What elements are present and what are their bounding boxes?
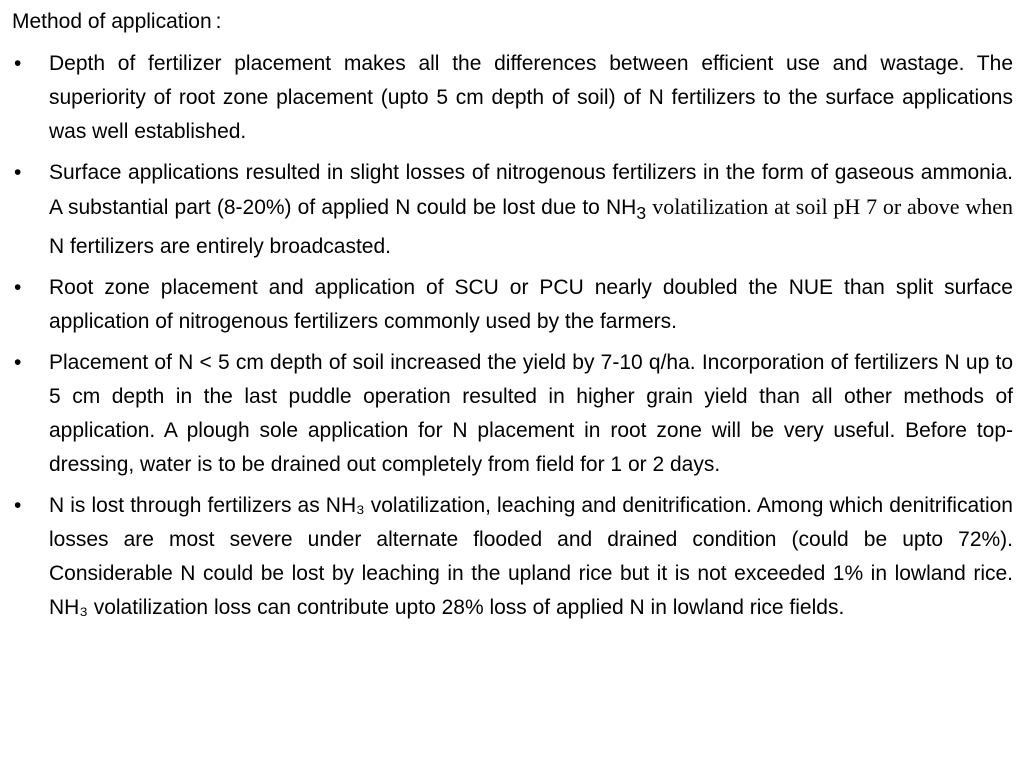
bullet-text-serif: volatilization at soil pH 7 or above when: [652, 194, 1013, 219]
bullet-text: N is lost through fertilizers as NH₃ volatilization, leaching and denitrification. Among which denitrification losses are most severe under alternate flooded and drained condition (could be upto 72%). Considerable N could be lost by leaching in the upland rice but it is not exceeded 1% in lowland rice. NH₃ volatilization loss can contribute upto 28% loss of applied N in lowland rice fields.: [49, 494, 1013, 620]
bullet-item-root-zone: [0, 271, 1024, 339]
bullet-text: Root zone placement and application of SCU or PCU nearly doubled the NUE than split surface application of nitrogenous fertilizers commonly used by the farmers.: [49, 276, 1013, 334]
bullet-text: Depth of fertilizer placement makes all the differences between efficient use and wastage. The superiority of root zone placement (upto 5 cm depth of soil) of N fertilizers to the surface applications was well established.: [49, 52, 1013, 143]
bullet-item-placement-depth: [0, 47, 1024, 149]
bullet-text: Placement of N < 5 cm depth of soil increased the yield by 7-10 q/ha. Incorporation of fertilizers N up to 5 cm depth in the last puddle operation resulted in higher grain yield than all other methods of application. A plough sole application for N placement in root zone will be very useful. Before top-dressing, water is to be drained out completely from field for 1 or 2 days.: [49, 351, 1013, 477]
bullet-dot-icon: •: [14, 494, 22, 518]
bullet-dot-icon: •: [14, 351, 22, 375]
bullet-text-part3: N fertilizers are entirely broadcasted.: [49, 235, 391, 259]
bullet-text-part1: Surface applications resulted in slight losses of nitrogenous fertilizers in the form of gaseous ammonia. A substantial part (8-20%) of applied N could be lost due to NH: [49, 161, 1013, 219]
bullet-dot-icon: •: [14, 161, 22, 184]
bullet-item-yield: [0, 346, 1024, 482]
bullet-item-n-losses: [0, 489, 1024, 625]
heading-colon: :: [215, 10, 222, 33]
bullet-item-surface-applications: [0, 156, 1024, 264]
bullet-dot-icon: •: [14, 276, 22, 300]
bullet-list: [0, 47, 1024, 632]
bullet-dot-icon: •: [14, 52, 22, 75]
heading-title: Method of application: [12, 10, 212, 33]
slide-heading: [12, 8, 221, 36]
nh3-subscript: 3: [636, 203, 647, 224]
